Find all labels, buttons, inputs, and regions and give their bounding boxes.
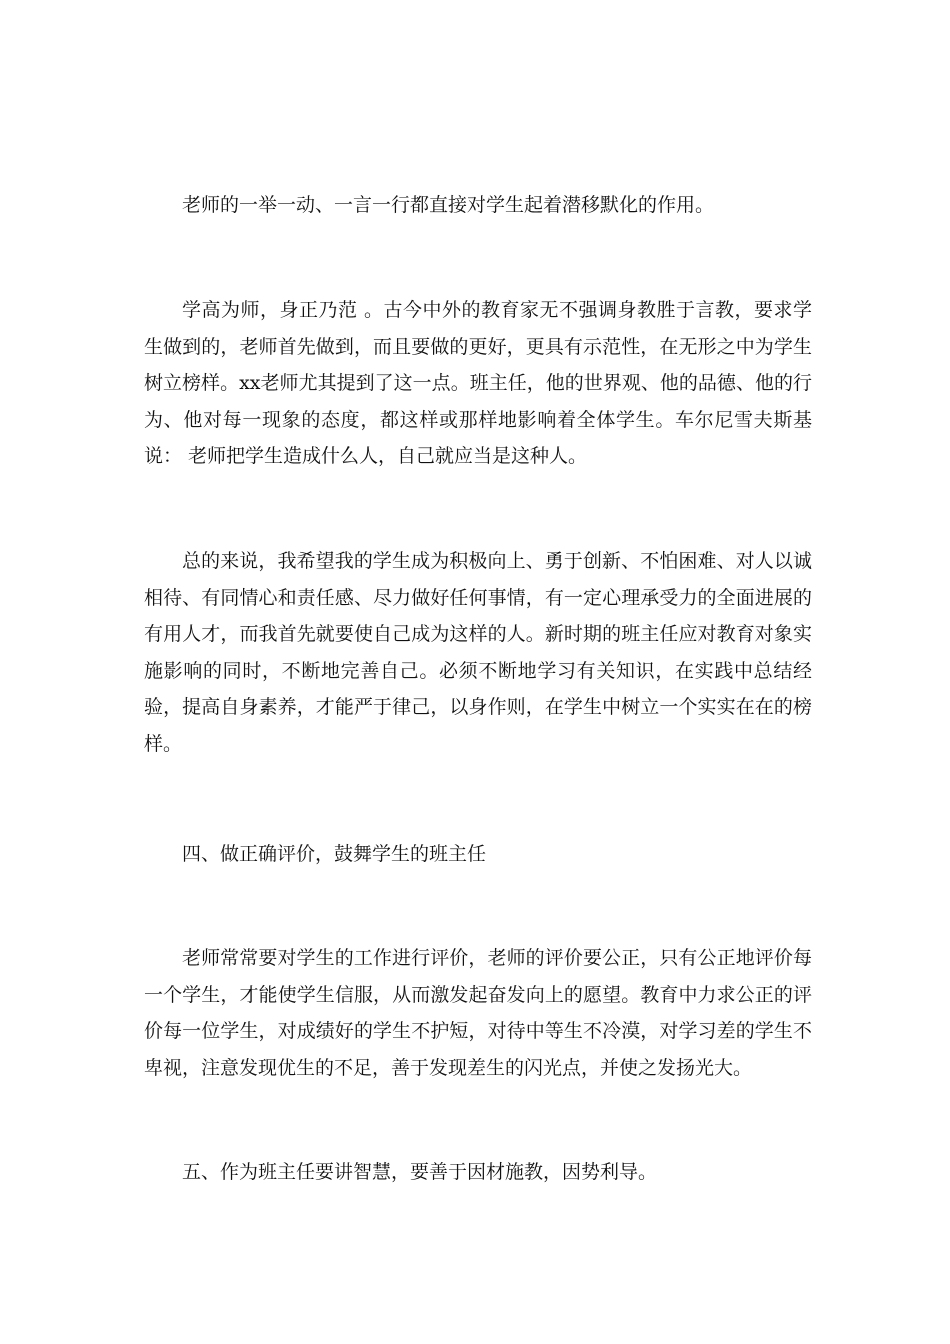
paragraph-2: 学高为师，身正乃范 。古今中外的教育家无不强调身教胜于言教，要求学生做到的，老师首先做到，而且要做的更好，更具有示范性，在无形之中为学生树立榜样。xx老师尤其提到了这一点。班主任，他的世界观、他的品德、他的行为、他对每一现象的态度，都这样或那样地影响着全体学生。车尔尼雪夫斯基说： 老师把学生造成什么人，自己就应当是这种人。 [144, 299, 812, 467]
paragraph-3: 总的来说，我希望我的学生成为积极向上、勇于创新、不怕困难、对人以诚相待、有同情心和责任感、尽力做好任何事情，有一定心理承受力的全面进展的有用人才，而我首先就要使自己成为这样的人。新时期的班主任应对教育对象实施影响的同时，不断地完善自己。必须不断地学习有关知识，在实践中总结经验，提高自身素养，才能严于律己，以身作则，在学生中树立一个实实在在的榜样。 [144, 550, 812, 755]
paragraph-5: 老师常常要对学生的工作进行评价，老师的评价要公正，只有公正地评价每一个学生，才能使学生信服，从而激发起奋发向上的愿望。教育中力求公正的评价每一位学生，对成绩好的学生不护短，对待中等生不冷漠，对学习差的学生不卑视，注意发现优生的不足，善于发现差生的闪光点，并使之发扬光大。 [144, 947, 812, 1079]
paragraph-1: 老师的一举一动、一言一行都直接对学生起着潜移默化的作用。 [182, 194, 715, 216]
section-heading-5: 五、作为班主任要讲智慧，要善于因材施教，因势利导。 [182, 1161, 658, 1183]
section-heading-4: 四、做正确评价，鼓舞学生的班主任 [182, 843, 487, 865]
